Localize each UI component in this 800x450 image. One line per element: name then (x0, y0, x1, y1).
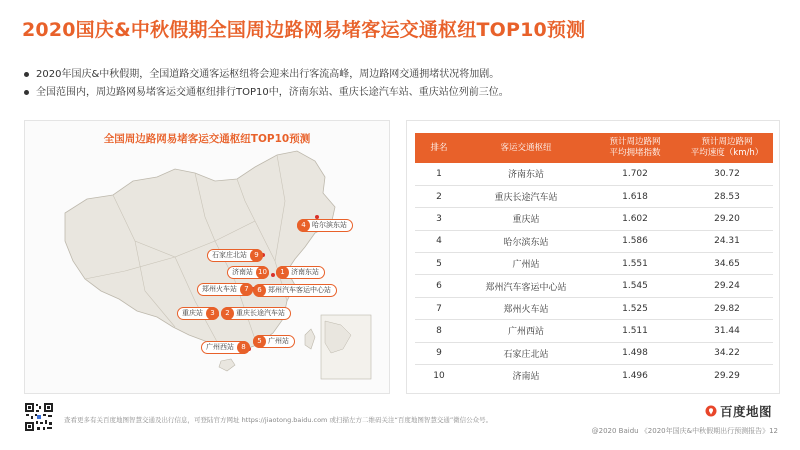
table-row (415, 163, 773, 185)
rank-badge: 7 (240, 283, 253, 296)
map-label-jinan (227, 266, 269, 279)
rank-badge: 3 (206, 307, 219, 320)
cell-congestion-index: 1.702 (589, 163, 681, 185)
label-text: 郑州汽车客运中心站 (268, 286, 331, 294)
page-title: 2020国庆&中秋假期全国周边路网易堵客运交通枢纽TOP10预测 (22, 19, 586, 41)
cell-hub: 重庆长途汽车站 (463, 185, 589, 207)
map-panel (24, 120, 390, 394)
table-row (415, 208, 773, 230)
cell-rank: 6 (415, 275, 463, 297)
cell-rank: 4 (415, 230, 463, 252)
cell-average-speed: 30.72 (681, 163, 773, 185)
brand-name: 百度地图 (720, 404, 773, 419)
map-label-zhengzhou-station (197, 283, 253, 296)
map-label-shijiazhuang-north (207, 249, 263, 262)
header-rank: 排名 (415, 133, 463, 163)
cell-average-speed: 29.24 (681, 275, 773, 297)
cell-congestion-index: 1.525 (589, 297, 681, 319)
label-text: 济南东站 (291, 268, 319, 276)
cell-congestion-index: 1.551 (589, 253, 681, 275)
cell-congestion-index: 1.498 (589, 342, 681, 364)
label-text: 哈尔滨东站 (312, 221, 347, 229)
baidu-map-logo (705, 402, 772, 420)
cell-hub: 济南站 (512, 372, 540, 383)
cell-congestion-index: 1.511 (589, 320, 681, 342)
table-row (415, 320, 773, 342)
rank-badge: 8 (237, 341, 250, 354)
cell-average-speed: 34.22 (681, 342, 773, 364)
map-label-chongqing-bus (221, 307, 291, 320)
china-outline (65, 151, 335, 351)
cell-hub: 济南东站 (463, 163, 589, 185)
cell-rank: 10 (433, 370, 445, 381)
rank-badge: 9 (250, 249, 263, 262)
table-body (415, 163, 773, 387)
rank-badge: 6 (253, 284, 266, 297)
cell-rank: 7 (415, 297, 463, 319)
cell-rank: 1 (415, 163, 463, 185)
cell-average-speed: 31.44 (681, 320, 773, 342)
cell-rank: 9 (415, 342, 463, 364)
map-pin-icon (705, 405, 717, 417)
map-label-chongqing (177, 307, 219, 320)
footer-copyright: @2020 Baidu 《2020年国庆&中秋假期出行预测报告》12 (591, 427, 778, 435)
label-text: 重庆站 (182, 309, 203, 317)
summary-bullet: 2020年国庆&中秋假期，全国道路交通客运枢纽将会迎来出行客流高峰，周边路网交通拥堵状况将加剧。 (24, 66, 784, 84)
header-congestion-index: 预计周边路网 平均拥堵指数 (589, 133, 681, 163)
label-text: 石家庄北站 (212, 251, 247, 259)
cell-average-speed: 24.31 (681, 230, 773, 252)
cell-congestion-index: 1.618 (589, 185, 681, 207)
label-text: 重庆长途汽车站 (236, 309, 285, 317)
table-row (415, 342, 773, 364)
table-row (415, 253, 773, 275)
map-label-harbin (297, 219, 353, 232)
dot-jinan (271, 273, 275, 277)
table-row (415, 230, 773, 252)
cell-hub: 广州站 (463, 253, 589, 275)
cell-hub: 郑州火车站 (463, 297, 589, 319)
table-row (415, 275, 773, 297)
cell-average-speed: 34.65 (681, 253, 773, 275)
table-row (415, 297, 773, 319)
cell-rank: 8 (415, 320, 463, 342)
map-label-guangzhou-west (201, 341, 250, 354)
summary-bullets (24, 66, 784, 102)
cell-congestion-index: 1.602 (589, 208, 681, 230)
cell-congestion-index: 1.545 (589, 275, 681, 297)
header-hub: 客运交通枢纽 (463, 133, 589, 163)
cell-rank: 3 (415, 208, 463, 230)
label-text: 广州西站 (206, 343, 234, 351)
rank-badge: 10 (256, 266, 269, 279)
label-text: 济南站 (232, 268, 253, 276)
table-row (415, 365, 773, 387)
cell-hub: 哈尔滨东站 (463, 230, 589, 252)
map-label-guangzhou (253, 335, 295, 348)
cell-average-speed: 29.20 (681, 208, 773, 230)
header-average-speed: 预计周边路网 平均速度（km/h） (681, 133, 773, 163)
cell-rank: 5 (415, 253, 463, 275)
rank-badge: 1 (276, 266, 289, 279)
cell-average-speed: 29.29 (714, 370, 740, 381)
taiwan-island (305, 329, 315, 349)
cell-hub: 广州西站 (463, 320, 589, 342)
rank-badge: 5 (253, 335, 266, 348)
cell-rank: 2 (415, 185, 463, 207)
footer-note: 查看更多有关百度地图智慧交通及出行信息，可登陆官方网址 https://jiaotong.baidu.com 或扫描左方二维码关注“百度地图智慧交通”微信公众号。 (64, 416, 493, 424)
map-label-zhengzhou-bus (253, 284, 337, 297)
cell-hub: 郑州汽车客运中心站 (463, 275, 589, 297)
cell-congestion-index: 1.496 (622, 370, 648, 381)
table-row (415, 185, 773, 207)
label-text: 广州站 (268, 337, 289, 345)
summary-bullet: 全国范围内，周边路网易堵客运交通枢纽排行TOP10中，济南东站、重庆长途汽车站、重庆站位列前三位。 (24, 84, 784, 102)
rank-badge: 2 (221, 307, 234, 320)
cell-average-speed: 28.53 (681, 185, 773, 207)
hainan-island (219, 359, 235, 371)
ranking-table-panel (406, 120, 780, 394)
cell-hub: 石家庄北站 (463, 342, 589, 364)
map-title: 全国周边路网易堵客运交通枢纽TOP10预测 (103, 133, 311, 145)
map-label-jinan-east (276, 266, 325, 279)
cell-hub: 重庆站 (463, 208, 589, 230)
cell-congestion-index: 1.586 (589, 230, 681, 252)
ranking-table (415, 133, 773, 387)
label-text: 郑州火车站 (202, 285, 237, 293)
rank-badge: 4 (297, 219, 310, 232)
table-header-row (415, 133, 773, 163)
qr-code-icon (24, 402, 54, 432)
cell-average-speed: 29.82 (681, 297, 773, 319)
